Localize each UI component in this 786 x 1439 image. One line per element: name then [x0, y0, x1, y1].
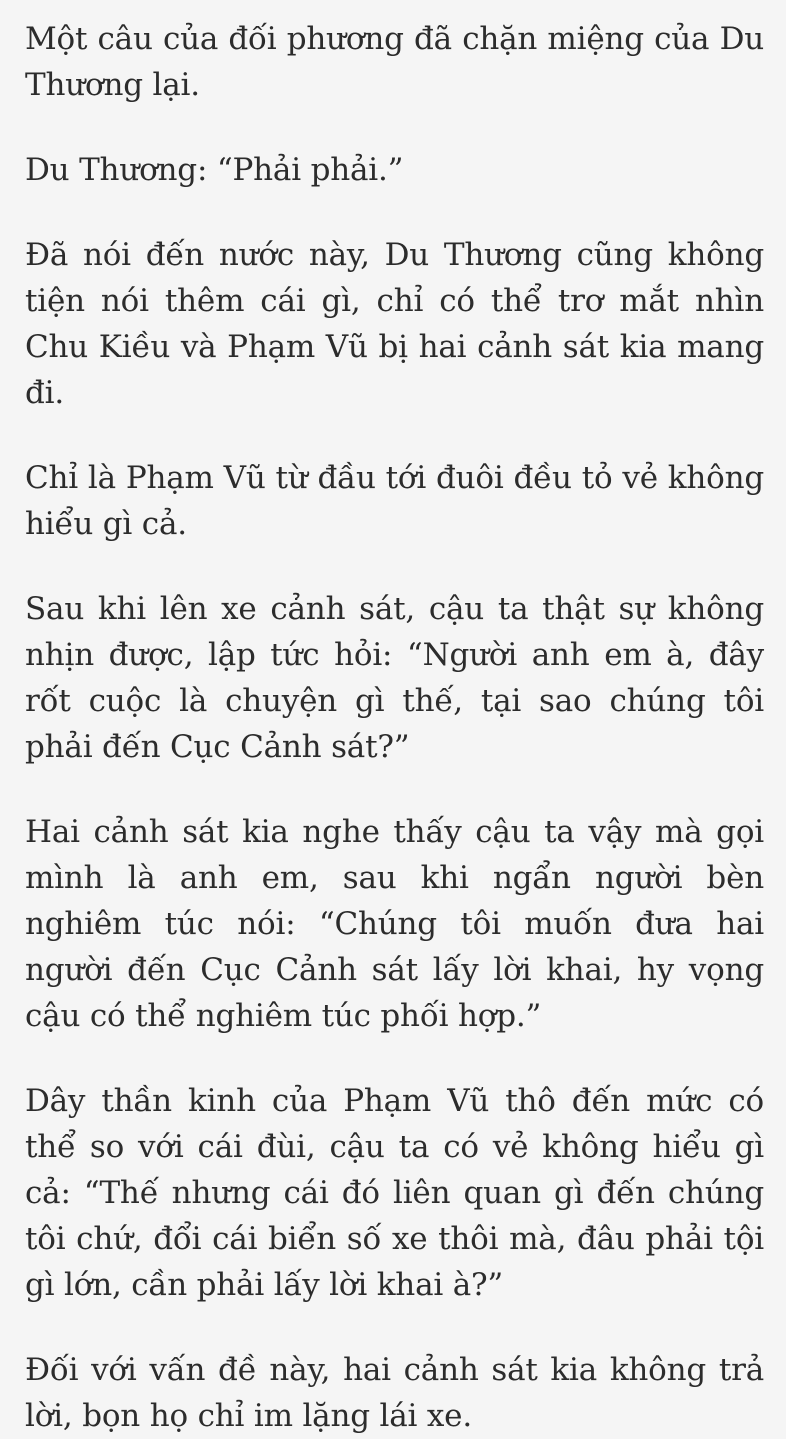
paragraph: Đối với vấn đề này, hai cảnh sát kia không trả lời, bọn họ chỉ im lặng lái xe. — [25, 1352, 764, 1434]
paragraph: Sau khi lên xe cảnh sát, cậu ta thật sự không nhịn được, lập tức hỏi: “Người anh em à, đây rốt cuộc là chuyện gì thế, tại sao chúng tôi phải đến Cục Cảnh sát?” — [25, 591, 764, 765]
paragraph: Du Thương: “Phải phải.” — [25, 152, 404, 188]
paragraph: Chỉ là Phạm Vũ từ đầu tới đuôi đều tỏ vẻ không hiểu gì cả. — [25, 460, 764, 542]
paragraph: Một câu của đối phương đã chặn miệng của Du Thương lại. — [25, 21, 764, 103]
paragraph: Đã nói đến nước này, Du Thương cũng không tiện nói thêm cái gì, chỉ có thể trơ mắt nhìn Chu Kiều và Phạm Vũ bị hai cảnh sát kia mang đi. — [25, 237, 764, 411]
paragraph: Dây thần kinh của Phạm Vũ thô đến mức có thể so với cái đùi, cậu ta có vẻ không hiểu gì cả: “Thế nhưng cái đó liên quan gì đến chúng tôi chứ, đổi cái biển số xe thôi mà, đâu phải tội gì lớn, cần phải lấy lời khai à?” — [25, 1083, 764, 1303]
paragraph: Hai cảnh sát kia nghe thấy cậu ta vậy mà gọi mình là anh em, sau khi ngẩn người bèn nghiêm túc nói: “Chúng tôi muốn đưa hai người đến Cục Cảnh sát lấy lời khai, hy vọng cậu có thể nghiêm túc phối hợp.” — [25, 814, 764, 1034]
